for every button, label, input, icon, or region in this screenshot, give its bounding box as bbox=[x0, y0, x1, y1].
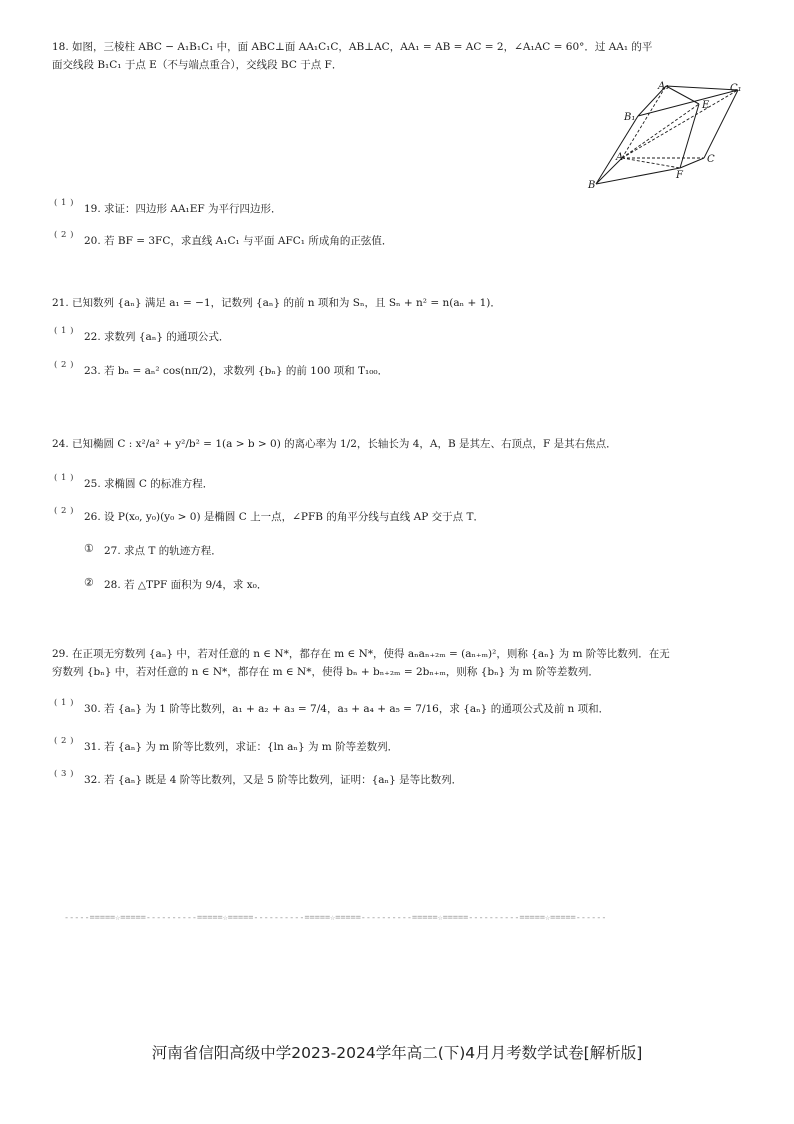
question-21-stem: 21. 已知数列 {aₙ} 满足 a₁ = −1，记数列 {aₙ} 的前 n 项和为 Sₙ，且 Sₙ + n² = n(aₙ + 1)． bbox=[52, 297, 501, 309]
label-b: B bbox=[588, 180, 596, 191]
circle-one-marker: ① bbox=[84, 542, 94, 555]
part-tag: ( 2 ) bbox=[54, 506, 74, 516]
part-tag: ( 2 ) bbox=[54, 230, 74, 240]
question-26-text: 26. 设 P(x₀, y₀)(y₀ > 0) 是椭圆 C 上一点，∠PFB 的角平分线与直线 AP 交于点 T． bbox=[84, 511, 484, 523]
label-c: C bbox=[707, 154, 715, 165]
question-28-text: 28. 若 △TPF 面积为 9/4，求 x₀． bbox=[104, 579, 268, 591]
part-tag: ( 1 ) bbox=[54, 698, 74, 708]
question-25-text: 25. 求椭圆 C 的标准方程． bbox=[84, 478, 214, 490]
label-a: A bbox=[616, 152, 624, 163]
question-24-stem: 24. 已知椭圆 C : x²/a² + y²/b² = 1(a > b > 0) 的离心率为 1/2，长轴长为 4，A，B 是其左、右顶点，F 是其右焦点． bbox=[52, 438, 617, 450]
label-c1: C₁ bbox=[730, 83, 742, 94]
part-tag: ( 1 ) bbox=[54, 473, 74, 483]
label-f: F bbox=[676, 170, 683, 181]
question-27-text: 27. 求点 T 的轨迹方程． bbox=[104, 545, 222, 557]
question-29-stem-line1: 29. 在正项无穷数列 {aₙ} 中，若对任意的 n ∈ N*，都存在 m ∈ N*，使得 aₙaₙ₊₂ₘ = (aₙ₊ₘ)²，则称 {aₙ} 为 m 阶等比数列．在无 bbox=[52, 648, 670, 660]
circle-two-marker: ② bbox=[84, 576, 94, 589]
label-a1: A₁ bbox=[658, 81, 670, 92]
part-tag: ( 3 ) bbox=[54, 769, 74, 779]
prism-figure bbox=[586, 80, 746, 192]
question-32-text: 32. 若 {aₙ} 既是 4 阶等比数列，又是 5 阶等比数列，证明：{aₙ} 是等比数列． bbox=[84, 774, 463, 786]
question-19-text: 19. 求证：四边形 AA₁EF 为平行四边形． bbox=[84, 203, 282, 215]
document-footer-title: 河南省信阳高级中学2023-2024学年高二(下)4月月考数学试卷[解析版] bbox=[151, 1044, 643, 1062]
question-30-text: 30. 若 {aₙ} 为 1 阶等比数列，a₁ + a₂ + a₃ = 7/4，a₃ + a₄ + a₅ = 7/16，求 {aₙ} 的通项公式及前 n 项和． bbox=[84, 703, 610, 715]
label-e: E bbox=[702, 100, 710, 111]
question-22-text: 22. 求数列 {aₙ} 的通项公式． bbox=[84, 331, 230, 343]
part-tag: ( 1 ) bbox=[54, 198, 74, 208]
label-b1: B₁ bbox=[624, 112, 636, 123]
question-18-stem-line1: 18. 如图，三棱柱 ABC − A₁B₁C₁ 中，面 ABC⊥面 AA₁C₁C，AB⊥AC，AA₁ = AB = AC = 2，∠A₁AC = 60°．过 AA₁ 的平 bbox=[52, 41, 653, 53]
part-tag: ( 1 ) bbox=[54, 326, 74, 336]
question-20-text: 20. 若 BF = 3FC，求直线 A₁C₁ 与平面 AFC₁ 所成角的正弦值． bbox=[84, 235, 393, 247]
question-18-stem-line2: 面交线段 B₁C₁ 于点 E（不与端点重合），交线段 BC 于点 F． bbox=[52, 59, 343, 71]
part-tag: ( 2 ) bbox=[54, 360, 74, 370]
question-29-stem-line2: 穷数列 {bₙ} 中，若对任意的 n ∈ N*，都存在 m ∈ N*，使得 bₙ + bₙ₊₂ₘ = 2bₙ₊ₘ，则称 {bₙ} 为 m 阶等差数列． bbox=[52, 666, 599, 678]
question-31-text: 31. 若 {aₙ} 为 m 阶等比数列，求证：{ln aₙ} 为 m 阶等差数列． bbox=[84, 741, 399, 753]
question-23-text: 23. 若 bₙ = aₙ² cos(nπ/2)，求数列 {bₙ} 的前 100 项和 T₁₀₀． bbox=[84, 365, 389, 377]
page-divider: -----=====☆=====----------=====☆=====----------=====☆=====----------=====☆=====----------=====☆=====------ bbox=[64, 913, 607, 923]
part-tag: ( 2 ) bbox=[54, 736, 74, 746]
